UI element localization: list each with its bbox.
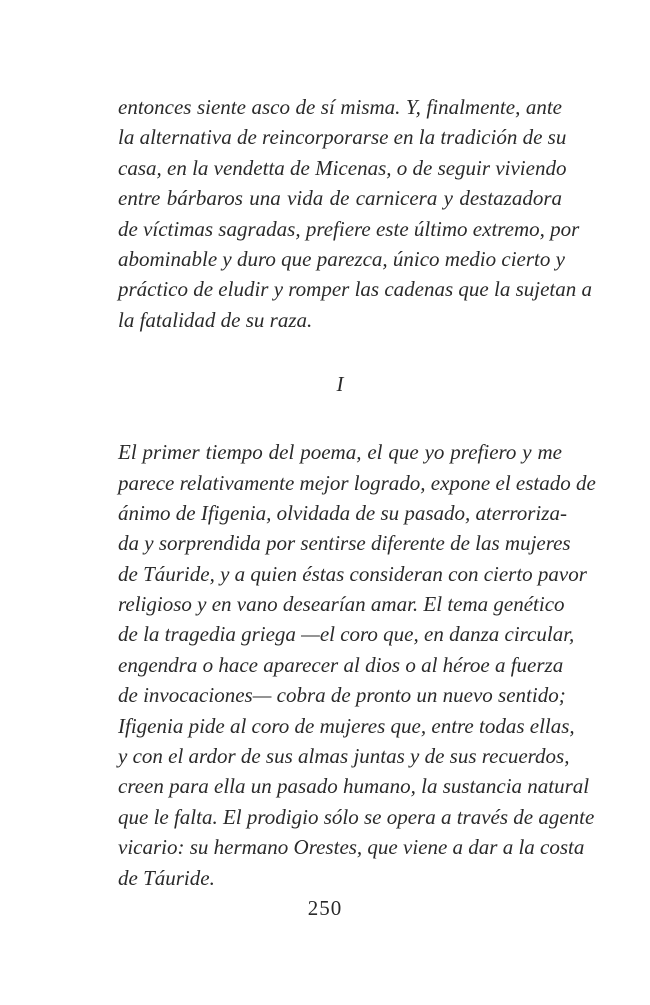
text-line: de Táuride, y a quien éstas consideran con cierto pavor — [118, 561, 587, 586]
text-line: religioso y en vano desearían amar. El tema genético — [118, 592, 565, 617]
text-line: entre bárbaros una vida de carnicera y destazadora — [118, 186, 562, 211]
page-body — [118, 92, 596, 893]
text-line: El primer tiempo del poema, el que yo prefiero y me — [118, 440, 562, 465]
page-number: 250 — [307, 896, 343, 920]
text-line: que le falta. El prodigio sólo se opera a través de agente — [118, 804, 595, 829]
text-line: parece relativamente mejor logrado, expone el estado de — [118, 470, 596, 495]
text-line: práctico de eludir y romper las cadenas que la sujetan a — [118, 277, 592, 302]
text-line: vicario: su hermano Orestes, que viene a dar a la costa — [118, 835, 585, 860]
text-line: y con el ardor de sus almas juntas y de sus recuerdos, — [118, 744, 570, 769]
text-line: la alternativa de reincorporarse en la tradición de su — [118, 125, 567, 150]
text-line: entonces siente asco de sí misma. Y, finalmente, ante — [118, 95, 562, 119]
text-line: engendra o hace aparecer al dios o al héroe a fuerza — [118, 652, 564, 677]
paragraph-1 — [118, 92, 592, 335]
section-heading: I — [336, 372, 344, 397]
text-line: de la tragedia griega —el coro que, en danza circular, — [118, 622, 575, 647]
text-line: de Táuride. — [118, 865, 215, 890]
text-line: la fatalidad de su raza. — [118, 307, 313, 332]
text-line: creen para ella un pasado humano, la sustancia natural — [118, 774, 590, 799]
text-line: de víctimas sagradas, prefiere este último extremo, por — [118, 216, 580, 241]
text-line: Ifigenia pide al coro de mujeres que, entre todas ellas, — [118, 713, 575, 738]
text-line: da y sorprendida por sentirse diferente de las mujeres — [118, 531, 571, 556]
text-line: de invocaciones— cobra de pronto un nuevo sentido; — [118, 683, 566, 708]
text-line: abominable y duro que parezca, único medio cierto y — [118, 246, 565, 271]
paragraph-2 — [118, 437, 596, 893]
text-line: casa, en la vendetta de Micenas, o de seguir viviendo — [118, 155, 567, 180]
text-line: ánimo de Ifigenia, olvidada de su pasado, aterroriza- — [118, 500, 567, 525]
